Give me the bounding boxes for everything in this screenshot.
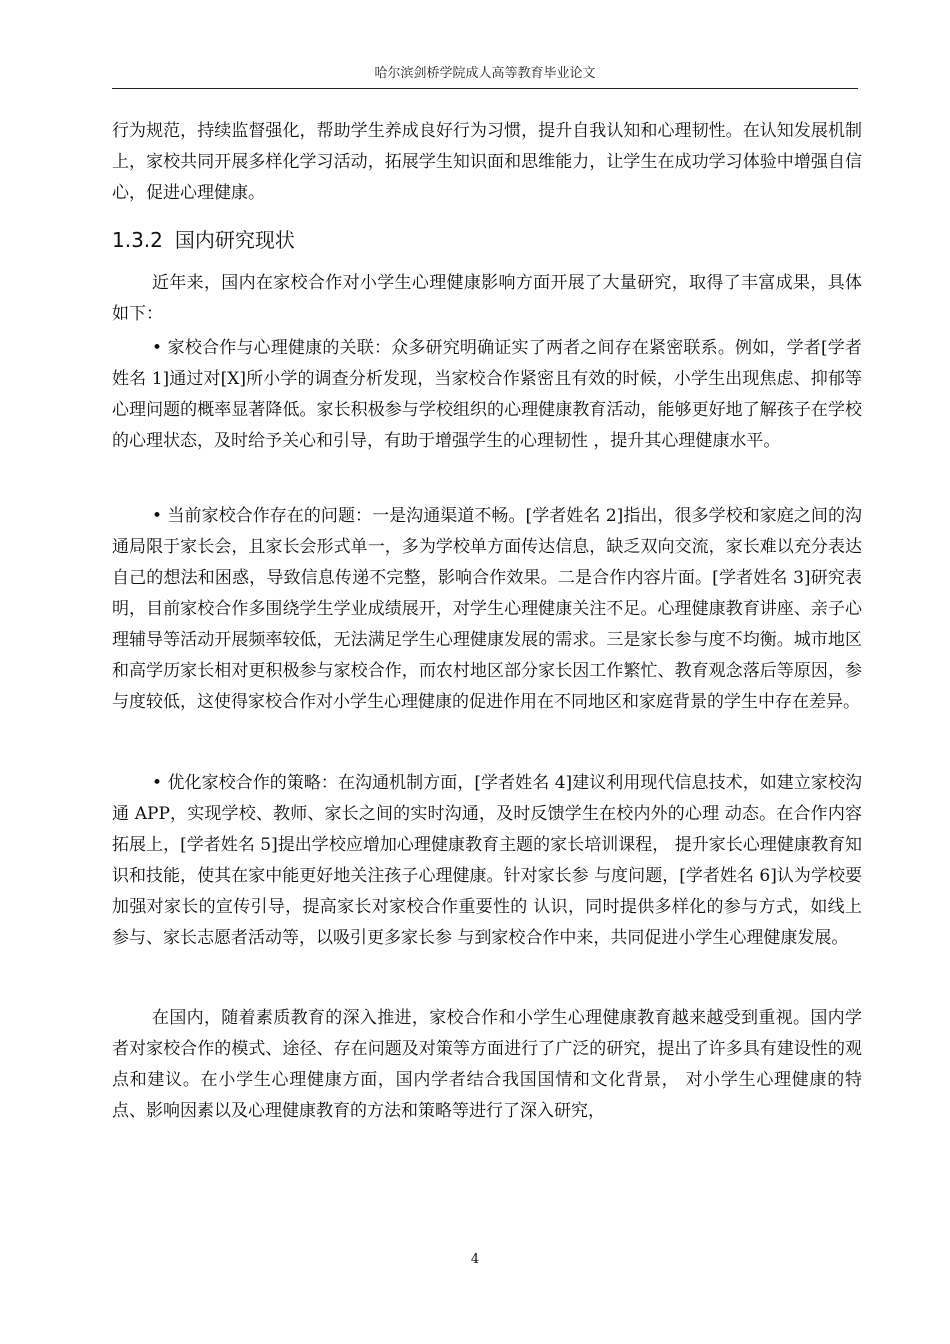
- section-heading: [112, 226, 295, 254]
- paragraph-continuation: 行为规范，持续监督强化，帮助学生养成良好行为习惯，提升自我认知和心理韧性。在认知发展机制上，家校共同开展多样化学习活动，拓展学生知识面和思维能力，让学生在成功学习体验中增强自信心，促进心理健康。: [112, 121, 862, 203]
- section-number: 1.3.2: [112, 228, 163, 252]
- paragraph-intro: 近年来，国内在家校合作对小学生心理健康影响方面开展了大量研究，取得了丰富成果，具体如下：: [112, 273, 862, 324]
- running-header: 哈尔滨剑桥学院成人高等教育毕业论文: [374, 66, 596, 81]
- page-number: 4: [470, 1252, 480, 1267]
- header-divider: [112, 88, 858, 89]
- bullet-paragraph-correlation: • 家校合作与心理健康的关联：众多研究明确证实了两者之间存在紧密联系。例如，学者[学者姓名 1]通过对[X]所小学的调查分析发现，当家校合作紧密且有效的时候，小学生出现焦虑、抑郁等心理问题的概率显著降低。家长积极参与学校组织的心理健康教育活动，能够更好地了解孩子在学校的心理状态，及时给予关心和引导，有助于增强学生的心理韧性 ，提升其心理健康水平。: [112, 338, 862, 451]
- bullet-paragraph-problems: • 当前家校合作存在的问题：一是沟通渠道不畅。[学者姓名 2]指出，很多学校和家庭之间的沟通局限于家长会，且家长会形式单一，多为学校单方面传达信息，缺乏双向交流，家长难以充分表达自己的想法和困惑，导致信息传递不完整，影响合作效果。二是合作内容片面。[学者姓名 3]研究表明，目前家校合作多围绕学生学业成绩展开，对学生心理健康关注不足。心理健康教育讲座、亲子心理辅导等活动开展频率较低，无法满足学生心理健康发展的需求。三是家长参与度不均衡。城市地区和高学历家长相对更积极参与家校合作，而农村地区部分家长因工作繁忙、教育观念落后等原因，参与度较低，这使得家校合作对小学生心理健康的促进作用在不同地区和家庭背景的学生中存在差异。: [112, 506, 862, 712]
- bullet-paragraph-strategies: • 优化家校合作的策略：在沟通机制方面，[学者姓名 4]建议利用现代信息技术，如建立家校沟通 APP，实现学校、教师、家长之间的实时沟通，及时反馈学生在校内外的心理 动态。在合作内容拓展上，[学者姓名 5]提出学校应增加心理健康教育主题的家长培训课程， 提升家长心理健康教育知识和技能，使其在家中能更好地关注孩子心理健康。针对家长参 与度问题，[学者姓名 6]认为学校要加强对家长的宣传引导，提高家长对家校合作重要性的 认识，同时提供多样化的参与方式，如线上参与、家长志愿者活动等，以吸引更多家长参 与到家校合作中来，共同促进小学生心理健康发展。: [112, 773, 862, 948]
- paragraph-summary: 在国内，随着素质教育的深入推进，家校合作和小学生心理健康教育越来越受到重视。国内学者对家校合作的模式、途径、存在问题及对策等方面进行了广泛的研究，提出了许多具有建设性的观点和建议。在小学生心理健康方面，国内学者结合我国国情和文化背景， 对小学生心理健康的特点、影响因素以及心理健康教育的方法和策略等进行了深入研究，: [112, 1008, 862, 1121]
- section-title: 国内研究现状: [174, 228, 295, 252]
